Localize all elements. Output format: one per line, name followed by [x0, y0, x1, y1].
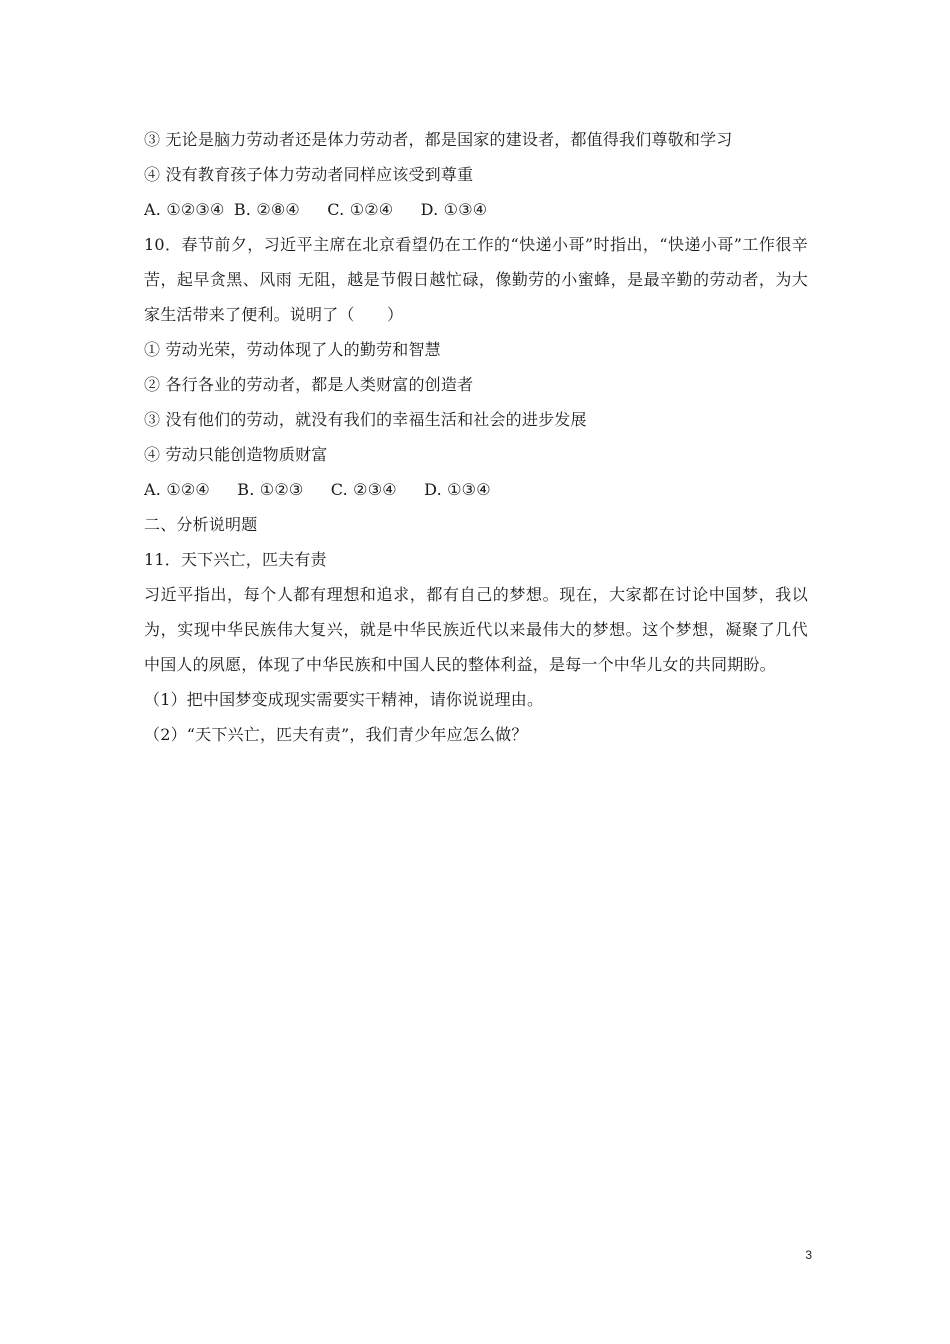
q9-item-3: ③ 无论是脑力劳动者还是体力劳动者，都是国家的建设者，都值得我们尊敬和学习 [144, 130, 733, 149]
q10-item-1: ① 劳动光荣，劳动体现了人的勤劳和智慧 [144, 340, 441, 359]
page-content [144, 122, 808, 752]
q11-passage: 习近平指出，每个人都有理想和追求，都有自己的梦想。现在，大家都在讨论中国梦，我以为，实现中华民族伟大复兴，就是中华民族近代以来最伟大的梦想。这个梦想，凝聚了几代中国人的夙愿，体现了中华民族和中国人民的整体利益，是每一个中华儿女的共同期盼。 [144, 585, 808, 674]
q9-option-a: A. ①②③④ [144, 200, 225, 219]
q10-option-d: D. ①③④ [424, 480, 491, 499]
q10-stem: 10．春节前夕，习近平主席在北京看望仍在工作的“快递小哥”时指出，“快递小哥”工作很辛苦，起早贪黑、风雨 无阻，越是节假日越忙碌，像勤劳的小蜜蜂，是最辛勤的劳动者，为大家生活带来了便利。说明了（ ） [144, 235, 808, 324]
q10-item-3: ③ 没有他们的劳动，就没有我们的幸福生活和社会的进步发展 [144, 410, 587, 429]
q10-item-2: ② 各行各业的劳动者，都是人类财富的创造者 [144, 375, 474, 394]
section-heading: 二、分析说明题 [144, 515, 258, 534]
q9-options [144, 192, 808, 227]
q10-options [144, 472, 808, 507]
q9-option-b: B. ②⑧④ [233, 200, 300, 219]
q10-option-c: C. ②③④ [330, 480, 397, 499]
q10-item-4: ④ 劳动只能创造物质财富 [144, 445, 328, 464]
page-number: 3 [805, 1248, 812, 1262]
q11-sub-question-1: （1）把中国梦变成现实需要实干精神，请你说说理由。 [144, 690, 544, 709]
q10-option-b: B. ①②③ [237, 480, 304, 499]
q9-item-4: ④ 没有教育孩子体力劳动者同样应该受到尊重 [144, 165, 474, 184]
q9-option-d: D. ①③④ [420, 200, 488, 219]
q9-option-c: C. ①②④ [327, 200, 394, 219]
q11-sub-question-2: （2）“天下兴亡，匹夫有责”，我们青少年应怎么做？ [144, 725, 528, 744]
q10-option-a: A. ①②④ [144, 480, 210, 499]
q11-title: 11．天下兴亡，匹夫有责 [144, 550, 327, 569]
